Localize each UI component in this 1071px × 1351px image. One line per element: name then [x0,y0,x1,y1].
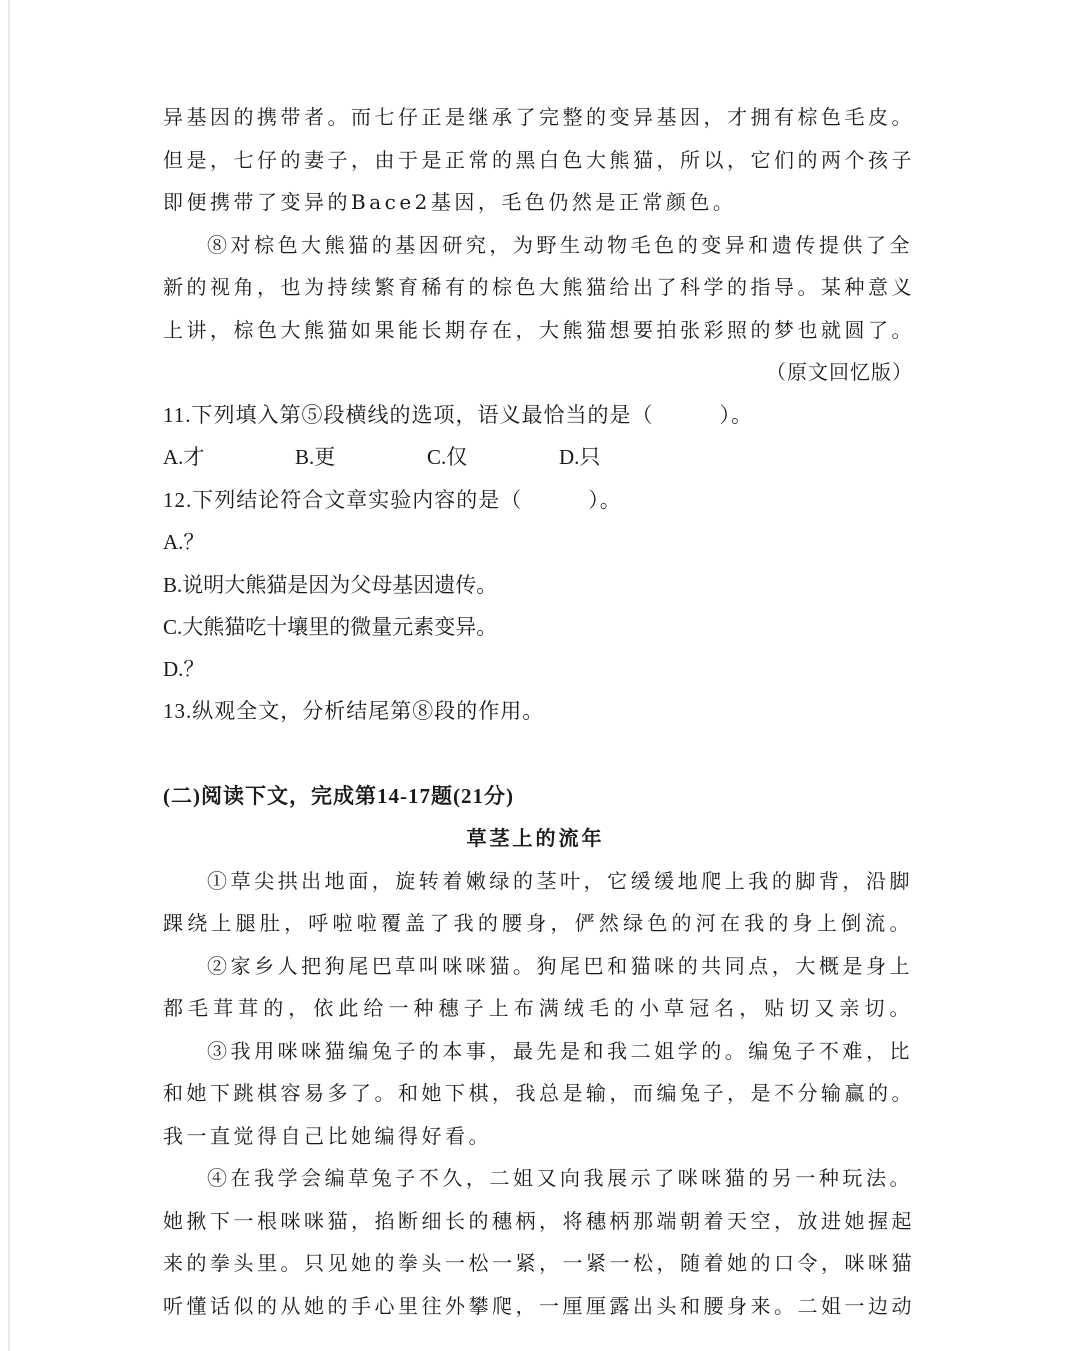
article-p4-line-4: 听懂话似的从她的手心里往外攀爬，一厘厘露出头和腰身来。二姐一边动 [163,1294,915,1318]
article-p4-line-1: ④在我学会编草兔子不久，二姐又向我展示了咪咪猫的另一种玩法。 [207,1166,913,1190]
article-p2-line-1: ②家乡人把狗尾巴草叫咪咪猫。狗尾巴和猫咪的共同点，大概是身上 [207,954,913,978]
page-edge-shadow [8,0,10,1351]
paragraph-8-line-1: ⑧对棕色大熊猫的基因研究，为野生动物毛色的变异和遗传提供了全 [207,233,913,257]
question-11-option-c: C.仅 [427,445,468,469]
article-p1-line-2: 踝绕上腿肚，呼啦啦覆盖了我的腰身，俨然绿色的河在我的身上倒流。 [163,911,913,935]
question-12-stem: 12.下列结论符合文章实验内容的是（ ）。 [163,488,622,512]
question-12-option-d: D.？ [163,657,205,681]
question-11-stem: 11.下列填入第⑤段横线的选项，语义最恰当的是（ ）。 [163,403,753,427]
paragraph-8-line-2: 新的视角，也为持续繁育稀有的棕色大熊猫给出了科学的指导。某种意义 [163,275,915,299]
question-11-option-a: A.才 [163,445,205,469]
article-p3-line-2: 和她下跳棋容易多了。和她下棋，我总是输，而编兔子，是不分输赢的。 [163,1081,915,1105]
question-11-option-b: B.更 [295,445,336,469]
article-p1-line-1: ①草尖拱出地面，旋转着嫩绿的茎叶，它缓缓地爬上我的脚背，沿脚 [207,869,913,893]
paragraph-8-line-3: 上讲，棕色大熊猫如果能长期存在，大熊猫想要拍张彩照的梦也就圆了。 [163,318,915,342]
question-11-option-d: D.只 [559,445,601,469]
source-note: （原文回忆版） [766,360,913,384]
section-2-heading: (二)阅读下文，完成第14-17题(21分) [163,784,514,808]
passage1-line-3: 即便携带了变异的Bace2基因，毛色仍然是正常颜色。 [163,190,737,214]
passage1-line-1: 异基因的携带者。而七仔正是继承了完整的变异基因，才拥有棕色毛皮。 [163,105,915,129]
article-p4-line-2: 她揪下一根咪咪猫，掐断细长的穗柄，将穗柄那端朝着天空，放进她握起 [163,1209,915,1233]
article-title: 草茎上的流年 [466,826,605,850]
question-12-option-a: A.？ [163,530,205,554]
article-p2-line-2: 都毛茸茸的，依此给一种穗子上布满绒毛的小草冠名，贴切又亲切。 [163,996,913,1020]
article-p3-line-1: ③我用咪咪猫编兔子的本事，最先是和我二姐学的。编兔子不难，比 [207,1039,913,1063]
question-12-option-b: B.说明大熊猫是因为父母基因遗传。 [163,573,498,597]
question-13-stem: 13.纵观全文，分析结尾第⑧段的作用。 [163,699,545,723]
question-12-option-c: C.大熊猫吃十壤里的微量元素变异。 [163,615,498,639]
article-p4-line-3: 来的拳头里。只见她的拳头一松一紧，一紧一松，随着她的口令，咪咪猫 [163,1251,915,1275]
passage1-line-2: 但是，七仔的妻子，由于是正常的黑白色大熊猫，所以，它们的两个孩子 [163,148,915,172]
article-p3-line-3: 我一直觉得自己比她编得好看。 [163,1124,492,1148]
